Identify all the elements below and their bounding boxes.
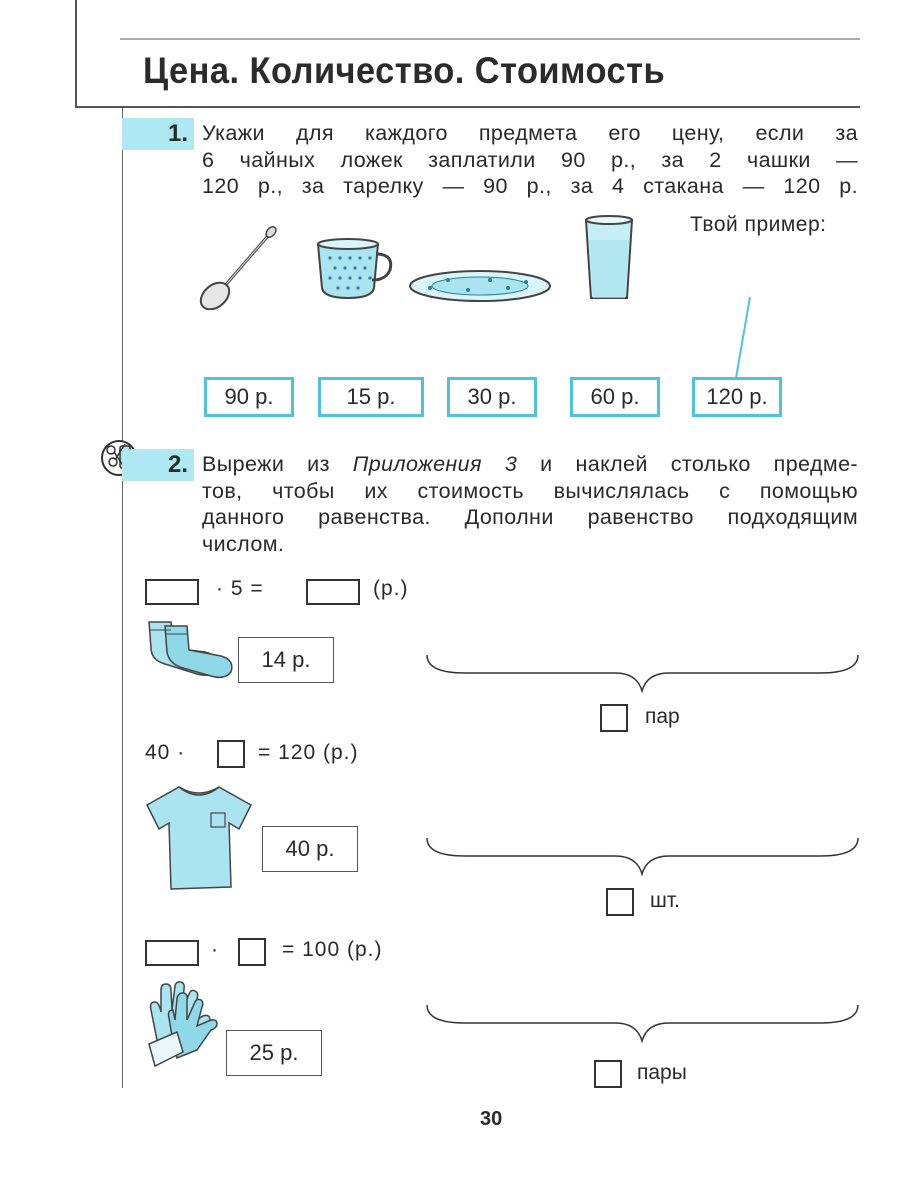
unit-label-1: пар	[645, 705, 680, 728]
task1-line-2: 6 чайных ложек заплатили 90 р., за 2 чашки —	[202, 147, 858, 172]
answer-box-count-3[interactable]	[594, 1060, 622, 1088]
task2-line-4: числом.	[202, 531, 285, 556]
price-tag-socks: 14 р.	[238, 637, 334, 683]
margin-line	[122, 108, 123, 1088]
spoon-icon	[195, 220, 285, 310]
task2-text	[202, 451, 858, 557]
answer-box-quantity-1[interactable]	[145, 579, 199, 605]
task1-number: 1.	[168, 120, 189, 147]
task2-number: 2.	[168, 451, 189, 478]
task2-line-1	[202, 451, 858, 478]
task2-appendix-ref: Приложения 3	[352, 452, 518, 476]
brace-3	[425, 1003, 860, 1043]
example-pointer-line	[730, 295, 760, 380]
answer-box-quantity-3[interactable]	[145, 940, 199, 966]
header-frame-left	[75, 0, 77, 108]
price-box-3[interactable]: 30 р.	[447, 377, 537, 417]
page-title: Цена. Количество. Стоимость	[143, 50, 666, 91]
brace-1	[425, 653, 860, 693]
answer-box-count-1[interactable]	[600, 704, 628, 732]
equation-3-mid: ·	[211, 938, 219, 961]
header-frame-top	[120, 38, 860, 40]
answer-box-count-2[interactable]	[606, 888, 634, 916]
gloves-icon	[143, 980, 228, 1068]
price-tag-gloves: 25 р.	[226, 1030, 322, 1076]
task2-text-b: и наклей столько предме-	[517, 452, 858, 476]
glass-icon	[583, 214, 635, 302]
unit-label-3: пары	[637, 1061, 687, 1084]
price-box-5[interactable]: 120 р.	[692, 377, 782, 417]
cup-icon	[312, 236, 397, 302]
price-box-4[interactable]: 60 р.	[570, 377, 660, 417]
header-frame-bottom	[75, 106, 860, 108]
price-box-2[interactable]: 15 р.	[318, 377, 424, 417]
task2-line-2: тов, чтобы их стоимость вычислялась с помощью	[202, 478, 858, 503]
equation-2-end: = 120 (р.)	[258, 741, 359, 764]
plate-icon	[408, 266, 553, 308]
equation-2-start: 40 ·	[145, 741, 186, 764]
equation-3-end: = 100 (р.)	[282, 938, 383, 961]
equation-1-end: (р.)	[373, 577, 409, 600]
unit-label-2: шт.	[650, 889, 680, 912]
equation-1-mid: · 5 =	[216, 577, 264, 600]
price-tag-t-shirt: 40 р.	[262, 826, 358, 872]
example-label: Твой пример:	[690, 213, 827, 236]
brace-2	[425, 836, 860, 876]
task2-text-a: Вырежи из	[202, 452, 353, 476]
socks-icon	[143, 618, 238, 680]
answer-box-total-1[interactable]	[306, 579, 360, 605]
price-box-1[interactable]: 90 р.	[204, 377, 294, 417]
task1-line-1: Укажи для каждого предмета его цену, если за	[202, 121, 858, 145]
task2-line-3: данного равенства. Дополни равенство подходящим	[202, 505, 858, 529]
t-shirt-icon	[143, 783, 258, 893]
page-number: 30	[480, 1108, 503, 1130]
answer-box-price-3[interactable]	[238, 938, 266, 966]
task1-line-3: 120 р., за тарелку — 90 р., за 4 стакана — 120 р.	[202, 174, 858, 198]
answer-box-quantity-2[interactable]	[217, 740, 245, 768]
task1-text	[202, 120, 858, 200]
